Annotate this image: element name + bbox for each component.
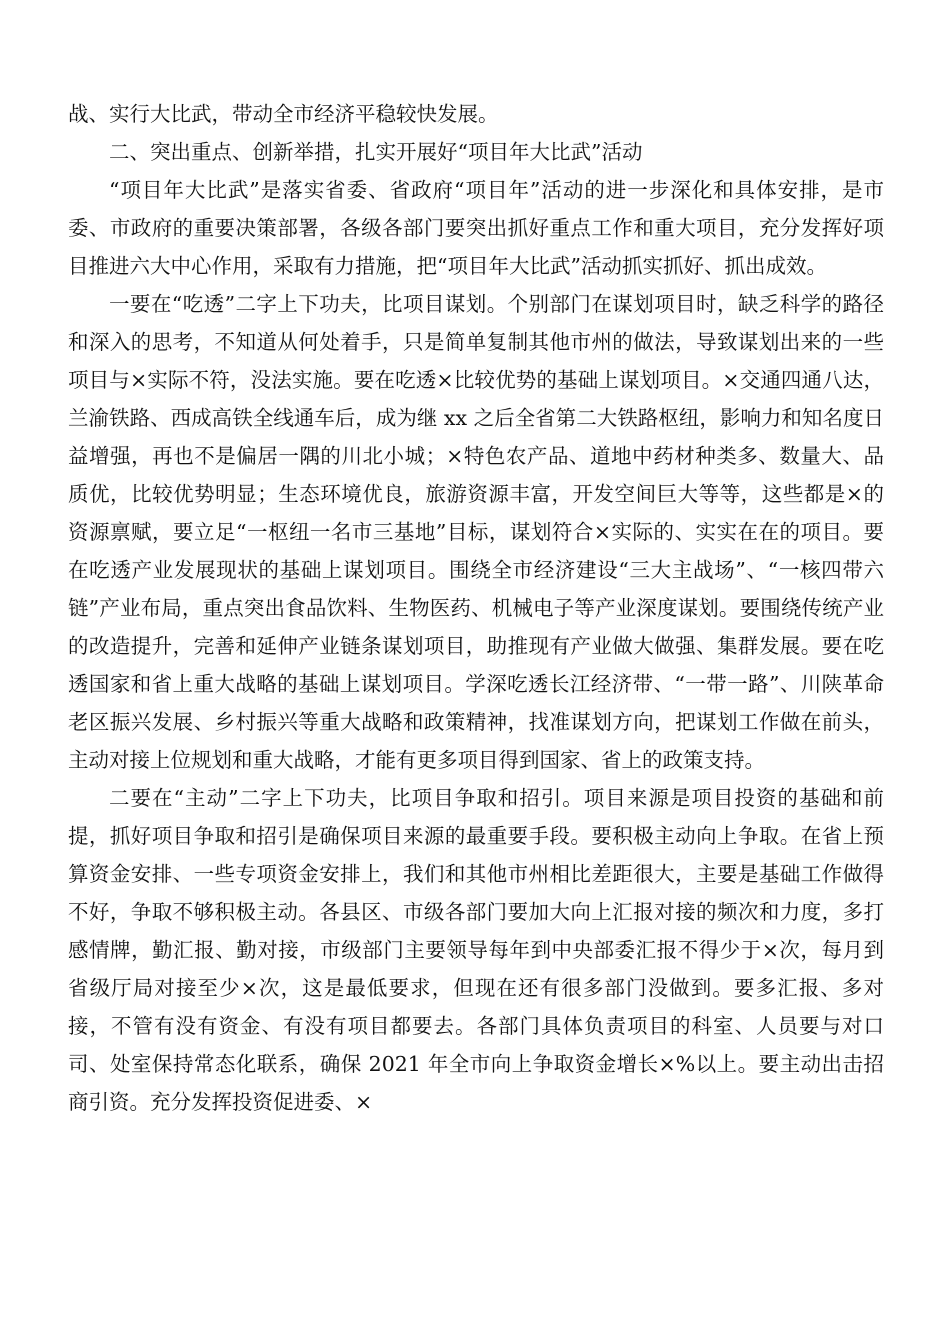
paragraph-continuation: 战、实行大比武，带动全市经济平稳较快发展。 (68, 102, 499, 126)
section-heading: 二、突出重点、创新举措，扎实开展好“项目年大比武”活动 (109, 140, 643, 164)
paragraph-point-one: 一要在“吃透”二字上下功夫，比项目谋划。个别部门在谋划项目时，缺乏科学的路径和深入的思考，不知道从何处着手，只是简单复制其他市州的做法，导致谋划出来的一些项目与×实际不符，没法实施。要在吃透×比较优势的基础上谋划项目。×交通四通八达，兰渝铁路、西成高铁全线通车后，成为继 xx 之后全省第二大铁路枢纽，影响力和知名度日益增强，再也不是偏居一隅的川北小城；×特色农产品、道地中药材种类多、数量大、品质优，比较优势明显；生态环境优良，旅游资源丰富，开发空间巨大等等，这些都是×的资源禀赋，要立足“一枢纽一名市三基地”目标，谋划符合×实际的、实实在在的项目。要在吃透产业发展现状的基础上谋划项目。围绕全市经济建设“三大主战场”、“一核四带六链”产业布局，重点突出食品饮料、生物医药、机械电子等产业深度谋划。要围绕传统产业的改造提升，完善和延伸产业链条谋划项目，助推现有产业做大做强、集群发展。要在吃透国家和省上重大战略的基础上谋划项目。学深吃透长江经济带、“一带一路”、川陕革命老区振兴发展、乡村振兴等重大战略和政策精神，找准谋划方向，把谋划工作做在前头，主动对接上位规划和重大战略，才能有更多项目得到国家、省上的政策支持。 (68, 292, 884, 772)
document-body (68, 95, 884, 1121)
paragraph-intro: “项目年大比武”是落实省委、省政府“项目年”活动的进一步深化和具体安排，是市委、市政府的重要决策部署，各级各部门要突出抓好重点工作和重大项目，充分发挥好项目推进六大中心作用，采取有力措施，把“项目年大比武”活动抓实抓好、抓出成效。 (68, 178, 884, 278)
paragraph-point-two: 二要在“主动”二字上下功夫，比项目争取和招引。项目来源是项目投资的基础和前提，抓好项目争取和招引是确保项目来源的最重要手段。要积极主动向上争取。在省上预算资金安排、一些专项资金安排上，我们和其他市州相比差距很大，主要是基础工作做得不好，争取不够积极主动。各县区、市级各部门要加大向上汇报对接的频次和力度，多打感情牌，勤汇报、勤对接，市级部门主要领导每年到中央部委汇报不得少于×次，每月到省级厅局对接至少×次，这是最低要求，但现在还有很多部门没做到。要多汇报、多对接，不管有没有资金、有没有项目都要去。各部门具体负责项目的科室、人员要与对口司、处室保持常态化联系，确保 2021 年全市向上争取资金增长×%以上。要主动出击招商引资。充分发挥投资促进委、× (68, 786, 884, 1114)
